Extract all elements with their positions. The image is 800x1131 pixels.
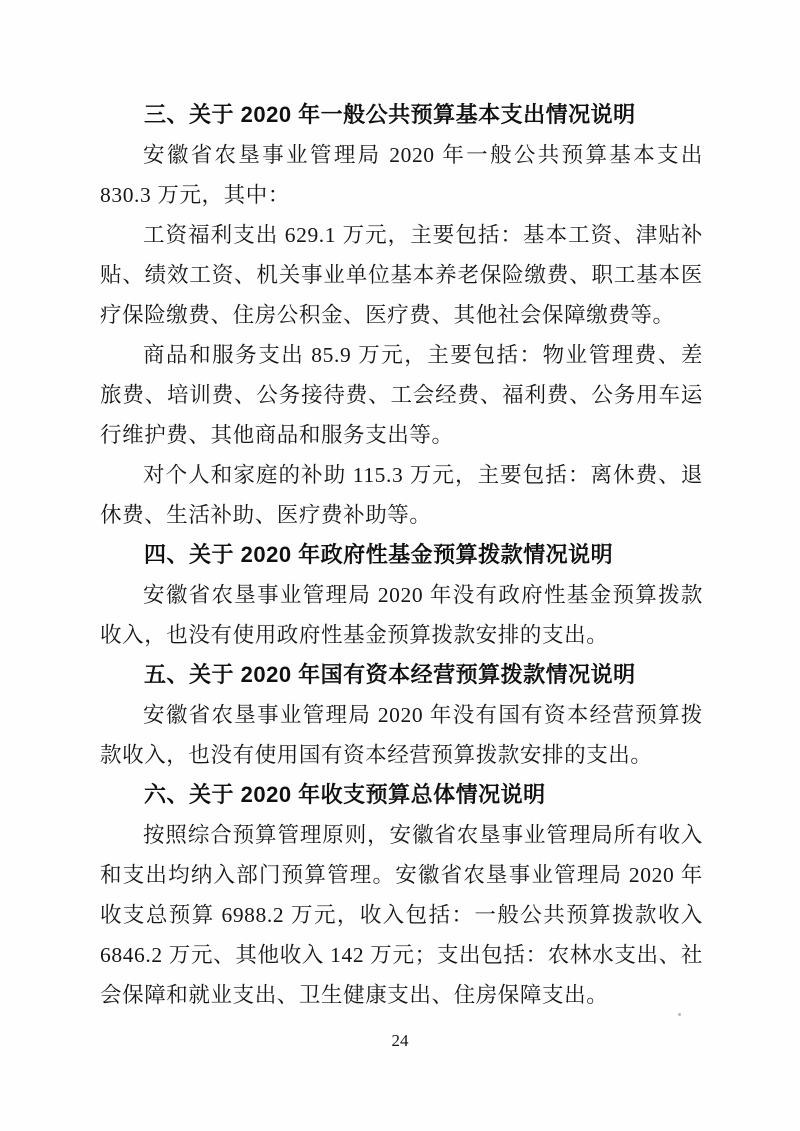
section-heading-government-fund: 四、关于 2020 年政府性基金预算拨款情况说明 <box>144 542 614 567</box>
paragraph-basic-expenditure-total: 安徽省农垦事业管理局 2020 年一般公共预算基本支出 830.3 万元，其中： <box>100 143 703 207</box>
section-heading-overall-budget: 六、关于 2020 年收支预算总体情况说明 <box>144 782 546 807</box>
document-content <box>100 95 703 1015</box>
page-number: 24 <box>391 1031 409 1050</box>
paragraph-state-capital: 安徽省农垦事业管理局 2020 年没有国有资本经营预算拨款收入，也没有使用国有资本经营预算拨款安排的支出。 <box>100 703 703 767</box>
section-heading-state-capital: 五、关于 2020 年国有资本经营预算拨款情况说明 <box>144 662 636 687</box>
paragraph-government-fund: 安徽省农垦事业管理局 2020 年没有政府性基金预算拨款收入，也没有使用政府性基金预算拨款安排的支出。 <box>100 583 703 647</box>
paragraph-salary-welfare: 工资福利支出 629.1 万元，主要包括：基本工资、津贴补贴、绩效工资、机关事业单位基本养老保险缴费、职工基本医疗保险缴费、住房公积金、医疗费、其他社会保障缴费等。 <box>100 223 703 327</box>
paragraph-goods-services: 商品和服务支出 85.9 万元，主要包括：物业管理费、差旅费、培训费、公务接待费、工会经费、福利费、公务用车运行维护费、其他商品和服务支出等。 <box>100 343 703 447</box>
paragraph-individual-family-subsidy: 对个人和家庭的补助 115.3 万元，主要包括：离休费、退休费、生活补助、医疗费补助等。 <box>100 463 703 527</box>
paragraph-overall-budget: 按照综合预算管理原则，安徽省农垦事业管理局所有收入和支出均纳入部门预算管理。安徽省农垦事业管理局 2020 年收支总预算 6988.2 万元，收入包括：一般公共预算拨款收入 6846.2 万元、其他收入 142 万元；支出包括：农林水支出、社会保障和就业支出、卫生健康支出、住房保障支出。 <box>100 823 703 1007</box>
section-heading-basic-expenditure: 三、关于 2020 年一般公共预算基本支出情况说明 <box>144 102 636 127</box>
scan-artifact-dot <box>678 1013 681 1016</box>
